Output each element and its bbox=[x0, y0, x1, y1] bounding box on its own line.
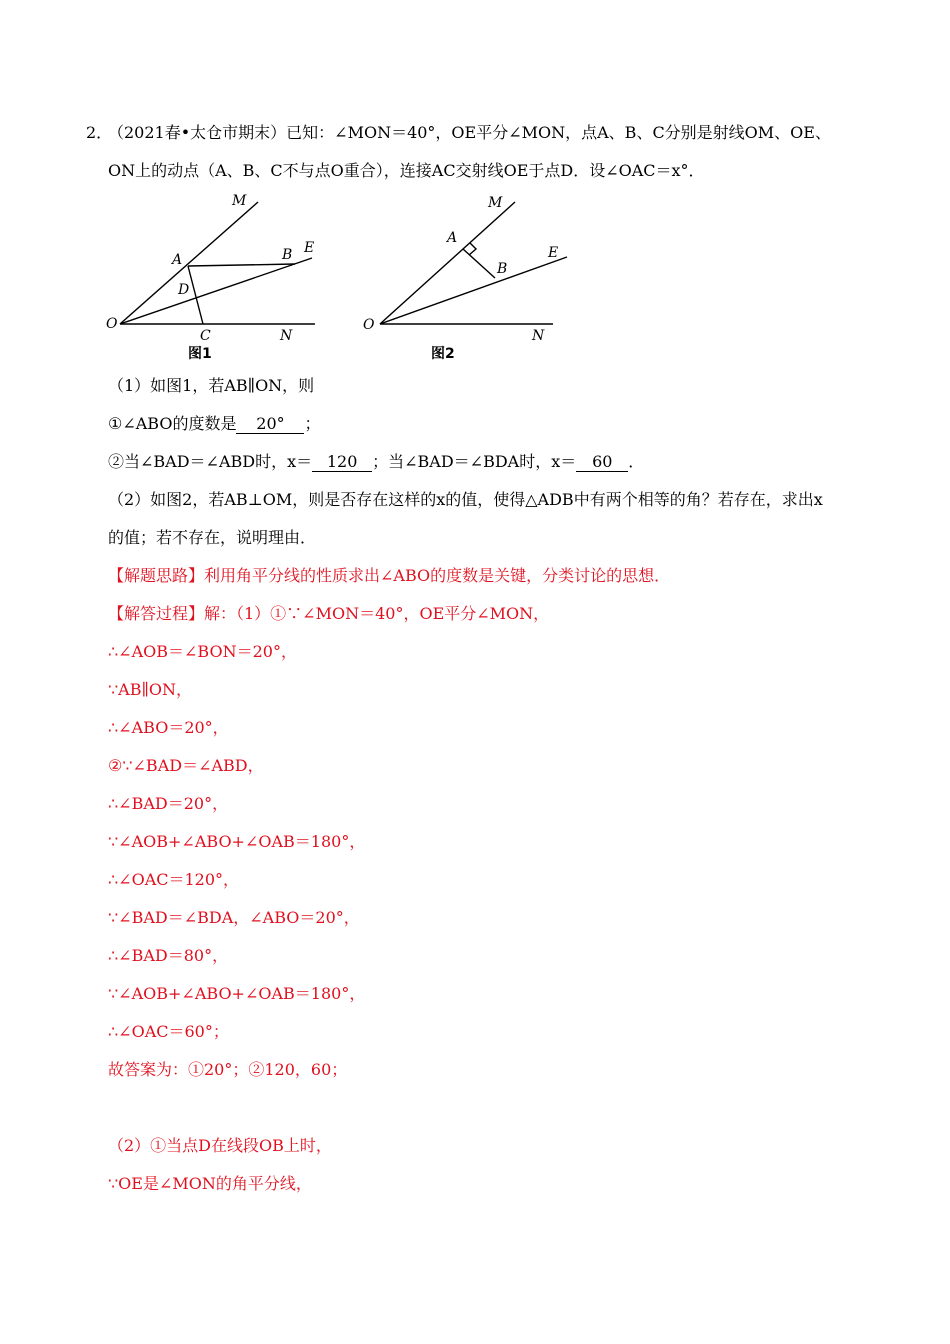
label-n: N bbox=[280, 328, 293, 344]
label-o: O bbox=[363, 317, 375, 333]
solution-line: ∵∠BAD＝∠BDA，∠ABO＝20°， bbox=[108, 908, 360, 927]
ray-oe bbox=[120, 258, 312, 324]
label-a: A bbox=[172, 252, 183, 268]
label-a: A bbox=[447, 230, 458, 246]
solution-line: ∵∠AOB+∠ABO+∠OAB＝180°， bbox=[108, 832, 366, 851]
solution-line: 【解答过程】解：（1）①∵∠MON＝40°，OE平分∠MON， bbox=[108, 604, 550, 623]
figure-2-caption: 图2 bbox=[431, 346, 455, 362]
punct: ． bbox=[628, 452, 645, 471]
segment-ab bbox=[463, 249, 495, 278]
label-m: M bbox=[488, 195, 503, 211]
solution-part-2-line: ∵OE是∠MON的角平分线， bbox=[108, 1174, 312, 1193]
label-n: N bbox=[532, 328, 545, 344]
solution-line: ∵∠AOB+∠ABO+∠OAB＝180°， bbox=[108, 984, 366, 1003]
label-b: B bbox=[497, 261, 508, 277]
solution-line: ∵AB∥ON， bbox=[108, 680, 193, 699]
solution-idea: 【解题思路】利用角平分线的性质求出∠ABO的度数是关键，分类讨论的思想． bbox=[108, 566, 671, 585]
label-e: E bbox=[548, 245, 559, 261]
label-b: B bbox=[282, 247, 293, 263]
part-1-intro: （1）如图1，若AB∥ON，则 bbox=[108, 376, 315, 395]
label-e: E bbox=[304, 240, 315, 256]
segment-ab bbox=[188, 264, 295, 266]
segment-ac bbox=[188, 266, 203, 324]
ray-oe bbox=[380, 257, 567, 324]
part-2-line-2: 的值；若不存在，说明理由． bbox=[108, 528, 317, 547]
solution-line: ∴∠AOB＝∠BON＝20°， bbox=[108, 642, 297, 661]
figure-2 bbox=[355, 190, 585, 370]
label-c: C bbox=[200, 328, 211, 344]
solution-line: ∴∠BAD＝80°， bbox=[108, 946, 229, 965]
right-angle-mark bbox=[469, 243, 476, 255]
punct: ； bbox=[304, 414, 321, 433]
figure-1 bbox=[100, 190, 330, 370]
solution-line: ∴∠ABO＝20°， bbox=[108, 718, 229, 737]
solution-line: ∴∠OAC＝120°， bbox=[108, 870, 240, 889]
question-line-1: （2021春•太仓市期末）已知：∠MON＝40°，OE平分∠MON，点A、B、C分别是射线OM、OE、 bbox=[108, 123, 831, 142]
part-1-item-2-text-a: ②当∠BAD＝∠ABD时，x＝ bbox=[108, 452, 313, 471]
part-1-item-1-text: ①∠ABO的度数是 bbox=[108, 414, 237, 433]
label-o: O bbox=[106, 316, 118, 332]
solution-line: ②∵∠BAD＝∠ABD， bbox=[108, 756, 264, 775]
ray-om bbox=[120, 202, 258, 324]
answer-blank-x1: 120 bbox=[312, 453, 372, 472]
question-line-2: ON上的动点（A、B、C不与点O重合），连接AC交射线OE于点D．设∠OAC＝x°． bbox=[108, 161, 705, 180]
part-2-line-1: （2）如图2，若AB⊥OM，则是否存在这样的x的值，使得△ADB中有两个相等的角？若存在，求出x bbox=[108, 490, 823, 509]
solution-line: ∴∠BAD＝20°， bbox=[108, 794, 229, 813]
answer-blank-x2: 60 bbox=[576, 453, 628, 472]
part-1-item-2 bbox=[108, 451, 644, 473]
solution-answer-summary: 故答案为：①20°；②120，60； bbox=[108, 1060, 348, 1079]
solution-line: ∴∠OAC＝60°； bbox=[108, 1022, 229, 1041]
ray-om bbox=[380, 202, 515, 324]
question-number: 2． bbox=[86, 123, 113, 142]
label-m: M bbox=[232, 193, 247, 209]
part-1-item-2-text-b: ；当∠BAD＝∠BDA时，x＝ bbox=[372, 452, 577, 471]
answer-blank-abo: 20° bbox=[236, 415, 304, 434]
solution-part-2-line: （2）①当点D在线段OB上时， bbox=[108, 1136, 332, 1155]
part-1-item-1 bbox=[108, 413, 321, 435]
label-d: D bbox=[178, 282, 190, 298]
figure-1-caption: 图1 bbox=[188, 346, 212, 362]
